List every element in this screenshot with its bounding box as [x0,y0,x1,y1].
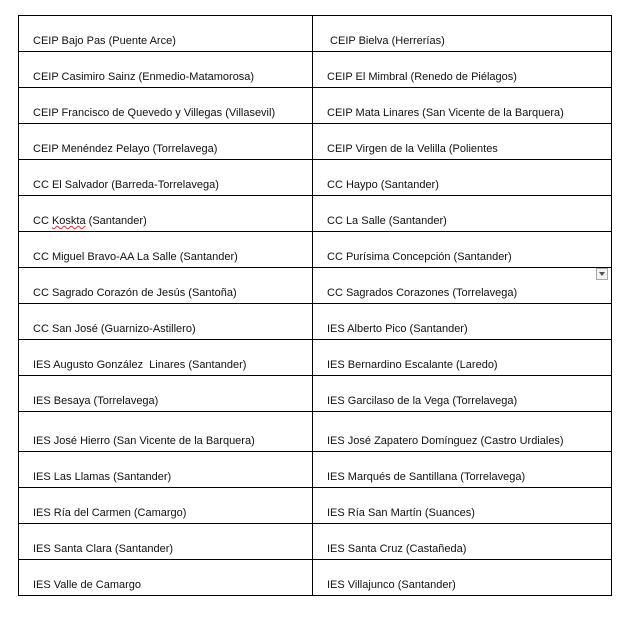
school-name: CC Haypo (Santander) [327,179,439,191]
table-cell[interactable] [19,376,313,412]
school-name: CC El Salvador (Barreda-Torrelavega) [33,179,219,191]
table-row [19,124,612,160]
table-cell[interactable] [19,524,313,560]
table-cell[interactable] [313,52,612,88]
table-cell[interactable] [19,304,313,340]
text-fragment: CC [33,215,52,227]
table-cell[interactable] [313,304,612,340]
school-name: IES Garcilaso de la Vega (Torrelavega) [327,395,518,407]
school-name: CEIP Francisco de Quevedo y Villegas (Villasevil) [33,107,276,119]
table-row [19,16,612,52]
table-cell[interactable] [313,196,612,232]
school-name: CEIP Mata Linares (San Vicente de la Barquera) [327,107,564,119]
schools-table [18,15,612,596]
table-cell[interactable] [313,340,612,376]
school-name: IES Ría del Carmen (Camargo) [33,507,187,519]
table-cell[interactable] [19,16,313,52]
table-row [19,196,612,232]
table-cell[interactable] [313,88,612,124]
table-row [19,340,612,376]
table-row [19,232,612,268]
school-name: IES Villajunco (Santander) [327,579,456,591]
school-name: CC La Salle (Santander) [327,215,447,227]
table-cell[interactable] [19,268,313,304]
table-cell[interactable] [313,268,612,304]
table-row [19,376,612,412]
table-cell[interactable] [19,560,313,596]
table-cell[interactable] [313,560,612,596]
school-name: IES Marqués de Santillana (Torrelavega) [327,471,526,483]
table-cell[interactable] [313,412,612,452]
table-cell[interactable] [19,452,313,488]
table-cell[interactable] [313,124,612,160]
table-cell[interactable] [19,196,313,232]
school-name: IES José Zapatero Domínguez (Castro Urdiales) [327,435,564,447]
table-row [19,88,612,124]
table-cell[interactable] [19,340,313,376]
school-name: CEIP Virgen de la Velilla (Polientes [327,143,498,155]
table-cell[interactable] [19,412,313,452]
school-name: CEIP El Mimbral (Renedo de Piélagos) [327,71,517,83]
school-name: IES Ría San Martín (Suances) [327,507,475,519]
school-name: IES Besaya (Torrelavega) [33,395,159,407]
table-cell[interactable] [19,52,313,88]
school-name: IES Santa Cruz (Castañeda) [327,543,467,555]
school-name: CEIP Bielva (Herrerías) [327,35,445,47]
school-name: IES Las Llamas (Santander) [33,471,172,483]
table-row [19,560,612,596]
school-name: CC Sagrado Corazón de Jesús (Santoña) [33,287,237,299]
table-row [19,304,612,340]
table-cell[interactable] [313,488,612,524]
table-cell[interactable] [19,124,313,160]
school-name: IES José Hierro (San Vicente de la Barquera) [33,435,255,447]
table-cell[interactable] [313,452,612,488]
school-name [33,215,312,231]
table-cell[interactable] [313,232,612,268]
misspelled-word: Koskta [51,215,86,227]
school-name: CC Sagrados Corazones (Torrelavega) [327,287,518,299]
table-row [19,488,612,524]
table-row [19,452,612,488]
school-name: IES Bernardino Escalante (Laredo) [327,359,498,371]
table-cell[interactable] [313,160,612,196]
school-name: IES Santa Clara (Santander) [33,543,174,555]
school-name: IES Augusto González Linares (Santander) [33,359,247,371]
table-row [19,524,612,560]
table-cell[interactable] [313,524,612,560]
table-cell[interactable] [313,16,612,52]
table-cell[interactable] [19,160,313,196]
table-cell[interactable] [19,232,313,268]
table-row [19,268,612,304]
school-name: IES Alberto Pico (Santander) [327,323,468,335]
text-fragment: (Santander) [85,215,147,227]
table-row [19,412,612,452]
school-name: CC Purísima Concepción (Santander) [327,251,512,263]
school-name: CEIP Menéndez Pelayo (Torrelavega) [33,143,218,155]
table-cell[interactable] [19,488,313,524]
table-row [19,52,612,88]
school-name: CEIP Casimiro Sainz (Enmedio-Matamorosa) [33,71,255,83]
school-name: CEIP Bajo Pas (Puente Arce) [33,35,176,47]
table-cell[interactable] [19,88,313,124]
dropdown-arrow-icon[interactable] [596,268,608,280]
school-name: IES Valle de Camargo [33,579,142,591]
table-body [19,16,612,596]
table-row [19,160,612,196]
school-name: CC San José (Guarnizo-Astillero) [33,323,196,335]
table-cell[interactable] [313,376,612,412]
school-name: CC Miguel Bravo-AA La Salle (Santander) [33,251,238,263]
